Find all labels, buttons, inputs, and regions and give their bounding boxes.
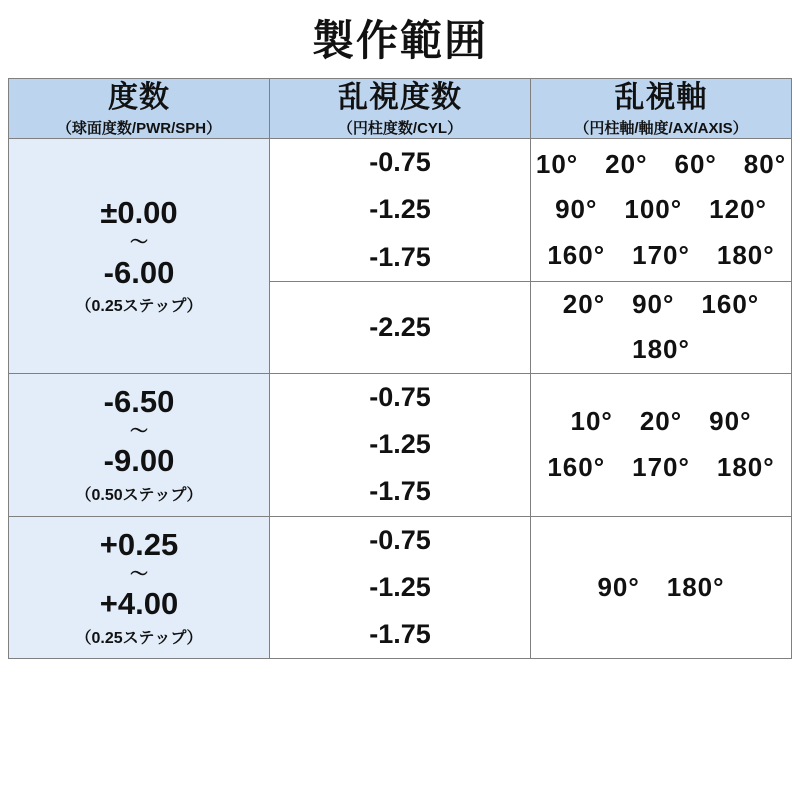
- column-header-axis-main: 乱視軸: [614, 81, 708, 114]
- axis-values-cell: [531, 516, 792, 659]
- column-header-power-main: 度数: [108, 81, 170, 114]
- power-range-to: -6.00: [103, 254, 175, 290]
- table-body: [9, 139, 792, 659]
- 製作範囲-table: [8, 78, 792, 659]
- power-range-to: -9.00: [103, 443, 175, 479]
- power-range-from: ±0.00: [100, 195, 178, 231]
- power-range-cell: [9, 373, 270, 516]
- axis-values-cell: [531, 139, 792, 282]
- table-row: [9, 373, 792, 516]
- table-row: [9, 516, 792, 659]
- axis-values-cell: [531, 373, 792, 516]
- power-range-step: （0.25ステップ）: [75, 629, 203, 647]
- cylinder-value: -1.25: [369, 571, 431, 602]
- table-header-row: [9, 79, 792, 139]
- axis-value-line: 10° 20° 90°: [570, 406, 752, 437]
- cylinder-values-cell: [270, 373, 531, 516]
- table-header: [9, 79, 792, 139]
- power-range-step: （0.50ステップ）: [75, 487, 203, 505]
- cylinder-value: -1.75: [369, 476, 431, 507]
- column-header-power-sub: （球面度数/PWR/SPH）: [56, 119, 222, 137]
- cylinder-value: -2.25: [369, 311, 431, 342]
- cylinder-values-cell: [270, 139, 531, 282]
- cylinder-value: -1.75: [369, 619, 431, 649]
- table-row: [9, 139, 792, 282]
- column-header-power: [9, 79, 270, 139]
- axis-value-line: 160° 170° 180°: [547, 451, 775, 482]
- column-header-axis-sub: （円柱軸/軸度/AX/AXIS）: [574, 119, 748, 137]
- cylinder-value: -1.25: [369, 194, 431, 225]
- cylinder-value: -1.75: [369, 241, 431, 272]
- power-range-from: +0.25: [99, 526, 179, 562]
- page-title: 製作範囲: [311, 17, 488, 64]
- axis-value-line: 160° 170° 180°: [547, 239, 775, 270]
- cylinder-value: -0.75: [369, 524, 431, 555]
- power-range-step: （0.25ステップ）: [75, 298, 203, 316]
- power-range-tilde: 〜: [130, 563, 148, 584]
- column-header-cylinder-main: 乱視度数: [338, 81, 462, 114]
- axis-value-line: 20° 90° 160° 180°: [562, 288, 787, 365]
- axis-value-line: 90° 100° 120°: [555, 194, 767, 225]
- column-header-axis: [531, 79, 792, 139]
- cylinder-values-cell: [270, 516, 531, 659]
- column-header-cylinder: [270, 79, 531, 139]
- axis-value-line: 10° 20° 60° 80°: [535, 148, 787, 179]
- cylinder-value: -0.75: [369, 381, 431, 412]
- power-range-tilde: 〜: [130, 232, 148, 253]
- power-range-cell: [9, 139, 270, 374]
- power-range-cell: [9, 516, 270, 659]
- cylinder-value: -1.25: [369, 429, 431, 459]
- power-range-from: -6.50: [103, 384, 175, 420]
- power-range-to: +4.00: [99, 586, 179, 622]
- column-header-cylinder-sub: （円柱度数/CYL）: [337, 119, 463, 137]
- power-range-tilde: 〜: [130, 420, 148, 441]
- axis-values-cell: [531, 281, 792, 373]
- axis-value-line: 90° 180°: [597, 571, 725, 602]
- cylinder-values-cell: [270, 281, 531, 373]
- cylinder-value: -0.75: [369, 147, 431, 177]
